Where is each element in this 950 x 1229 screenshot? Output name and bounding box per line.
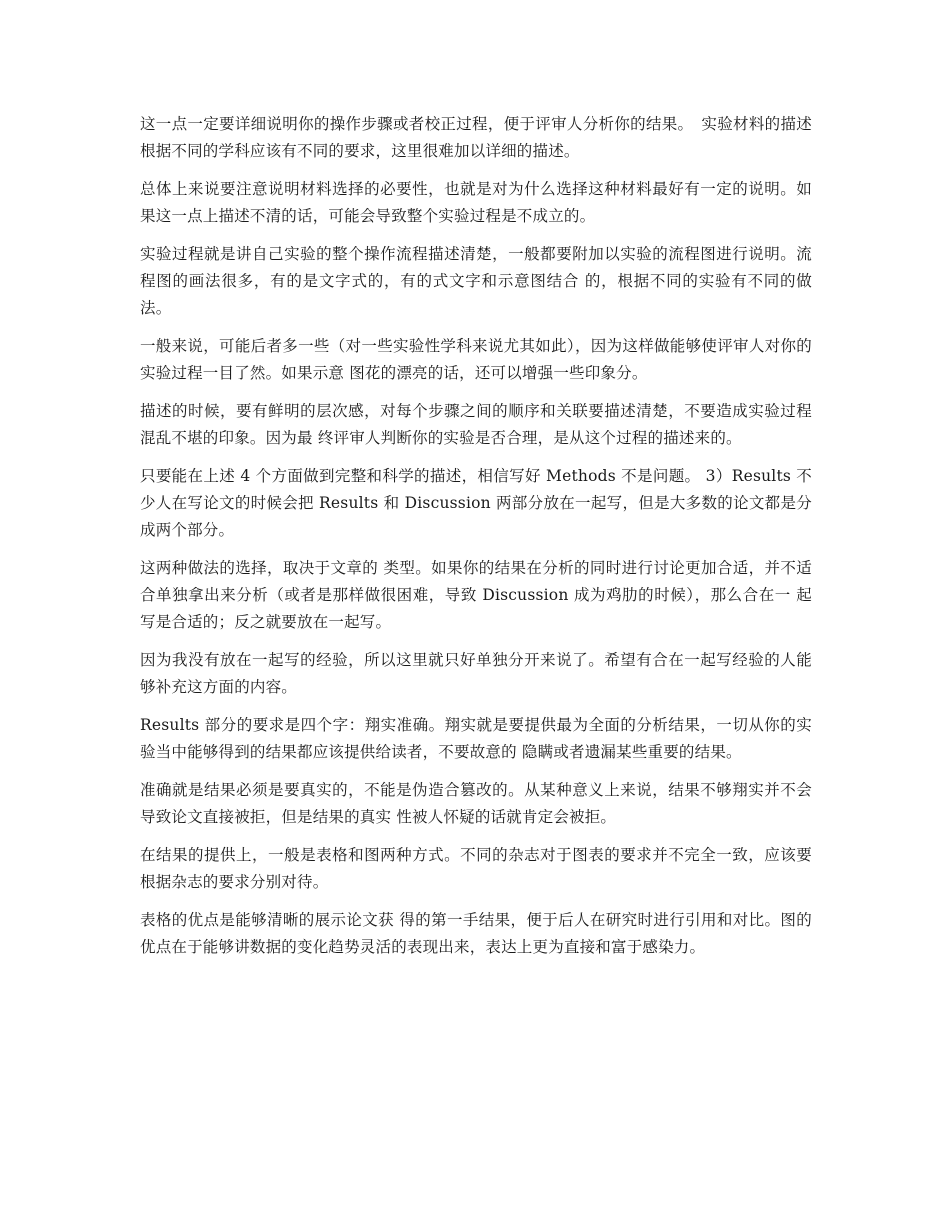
paragraph-11: 在结果的提供上，一般是表格和图两种方式。不同的杂志对于图表的要求并不完全一致，应该要根据杂志的要求分别对待。: [140, 846, 812, 891]
paragraph-7: 这两种做法的选择，取决于文章的 类型。如果你的结果在分析的同时进行讨论更加合适，并不适合单独拿出来分析（或者是那样做很困难，导致 Discussion 成为鸡肋的时候），那么合在一 起写是合适的；反之就要放在一起写。: [140, 559, 812, 631]
paragraph-2: 总体上来说要注意说明材料选择的必要性，也就是对为什么选择这种材料最好有一定的说明。如果这一点上描述不清的话，可能会导致整个实验过程是不成立的。: [140, 180, 812, 225]
paragraph-8: 因为我没有放在一起写的经验，所以这里就只好单独分开来说了。希望有合在一起写经验的人能够补充这方面的内容。: [140, 651, 812, 696]
paragraph-5: 描述的时候，要有鲜明的层次感，对每个步骤之间的顺序和关联要描述清楚，不要造成实验过程混乱不堪的印象。因为最 终评审人判断你的实验是否合理，是从这个过程的描述来的。: [140, 402, 812, 447]
paragraph-9: Results 部分的要求是四个字：翔实准确。翔实就是要提供最为全面的分析结果，一切从你的实验当中能够得到的结果都应该提供给读者，不要故意的 隐瞒或者遗漏某些重要的结果。: [140, 716, 812, 761]
paragraph-1: 这一点一定要详细说明你的操作步骤或者校正过程，便于评审人分析你的结果。 实验材料的描述根据不同的学科应该有不同的要求，这里很难加以详细的描述。: [140, 115, 812, 160]
paragraph-3: 实验过程就是讲自己实验的整个操作流程描述清楚，一般都要附加以实验的流程图进行说明。流程图的画法很多，有的是文字式的，有的式文字和示意图结合 的，根据不同的实验有不同的做法。: [140, 245, 812, 317]
paragraph-10: 准确就是结果必须是要真实的，不能是伪造合篡改的。从某种意义上来说，结果不够翔实并不会导致论文直接被拒，但是结果的真实 性被人怀疑的话就肯定会被拒。: [140, 781, 812, 826]
paragraph-4: 一般来说，可能后者多一些（对一些实验性学科来说尤其如此），因为这样做能够使评审人对你的实验过程一目了然。如果示意 图花的漂亮的话，还可以增强一些印象分。: [140, 337, 812, 382]
document-body: [140, 111, 812, 972]
paragraph-6: 只要能在上述 4 个方面做到完整和科学的描述，相信写好 Methods 不是问题。 3）Results 不少人在写论文的时候会把 Results 和 Discussion 两部分放在一起写，但是大多数的论文都是分成两个部分。: [140, 467, 812, 539]
paragraph-12: 表格的优点是能够清晰的展示论文获 得的第一手结果，便于后人在研究时进行引用和对比。图的优点在于能够讲数据的变化趋势灵活的表现出来，表达上更为直接和富于感染力。: [140, 911, 812, 956]
